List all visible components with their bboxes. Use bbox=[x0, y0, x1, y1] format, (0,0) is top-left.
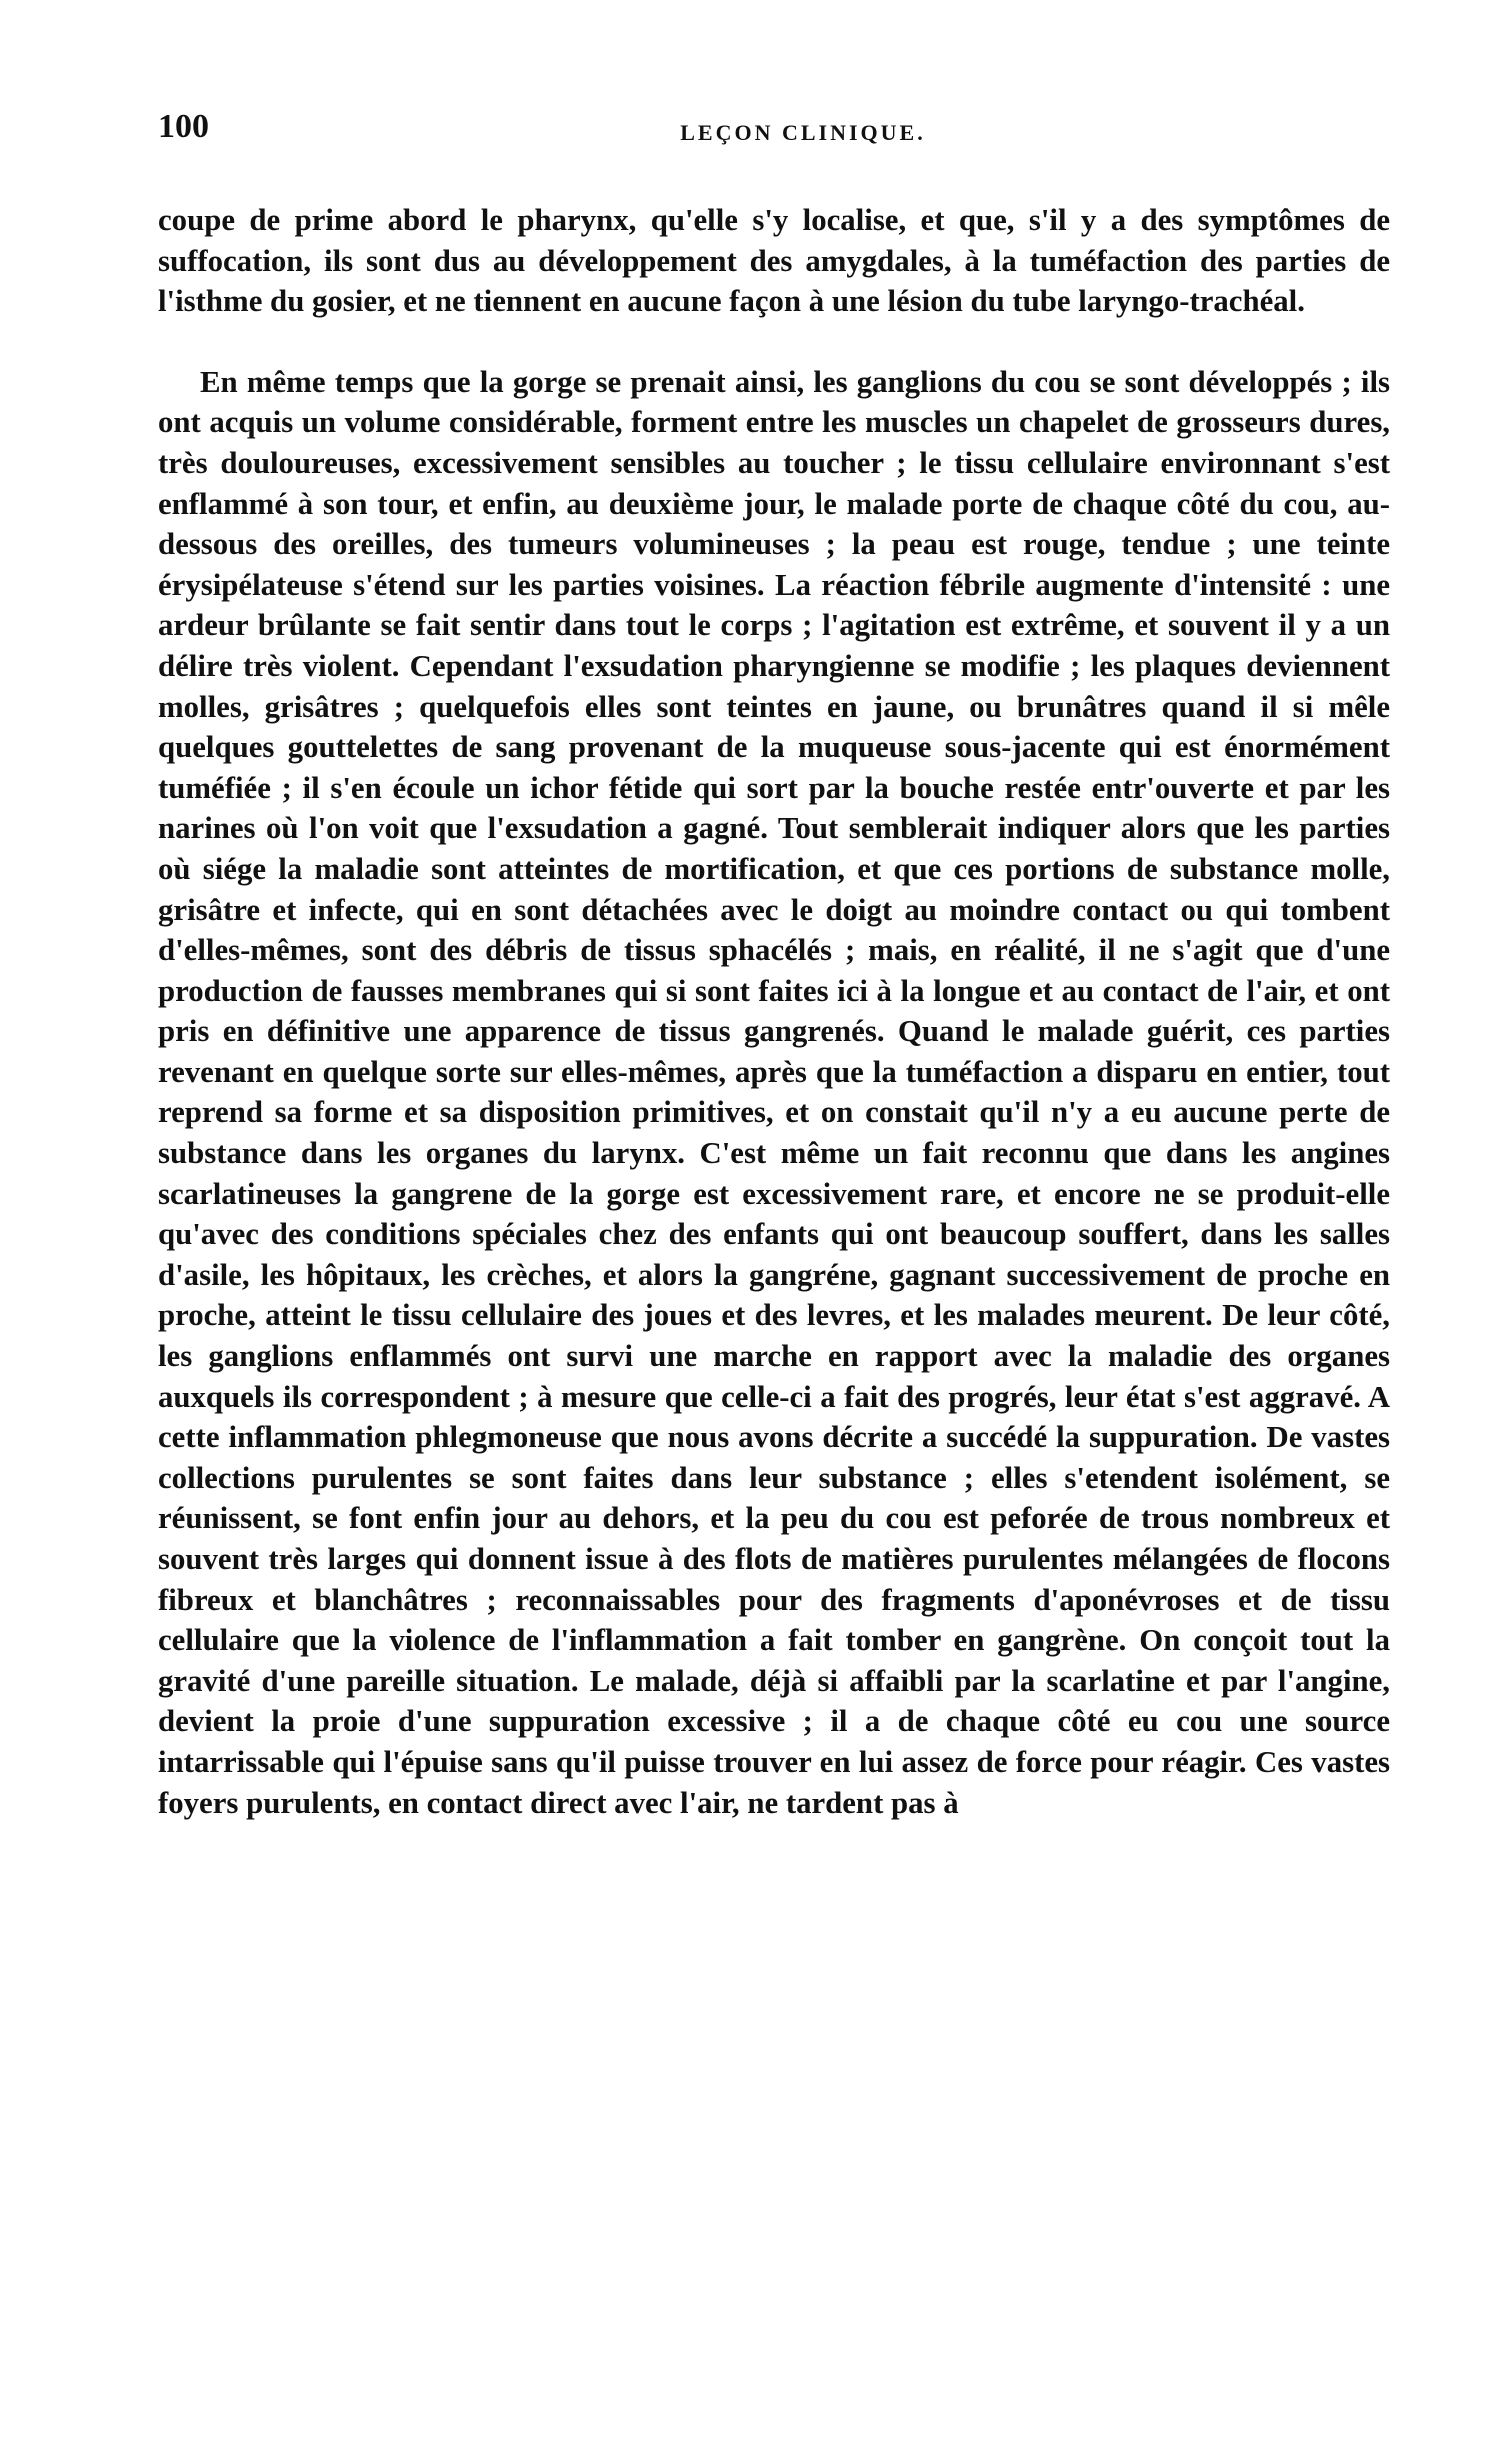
paragraph-continued: coupe de prime abord le pharynx, qu'elle s'y localise, et que, s'il y a des symptômes de suffocation, ils sont dus au développement des amygdales, à la tuméfaction des parties de l'isthme du gosier, et ne tiennent en aucune façon à une lésion du tube laryngo-trachéal. bbox=[158, 203, 1390, 319]
paragraph: En même temps que la gorge se prenait ainsi, les ganglions du cou se sont développés ; ils ont acquis un volume considérable, forment entre les muscles un chapelet de grosseurs dures, très douloureuses, excessivement sensibles au toucher ; le tissu cellulaire environnant s'est enflammé à son tour, et enfin, au deuxième jour, le malade porte de chaque côté du cou, au-dessous des oreilles, des tumeurs volumineuses ; la peau est rouge, tendue ; une teinte érysipélateuse s'étend sur les parties voisines. La réaction fébrile augmente d'intensité : une ardeur brûlante se fait sentir dans tout le corps ; l'agitation est extrême, et souvent il y a un délire très violent. Cependant l'exsudation pharyngienne se modifie ; les plaques deviennent molles, grisâtres ; quelquefois elles sont teintes en jaune, ou brunâtres quand il si mêle quelques gouttelettes de sang provenant de la muqueuse sous-jacente qui est énormément tuméfiée ; il s'en écoule un ichor fétide qui sort par la bouche restée entr'ouverte et par les narines où l'on voit que l'exsudation a gagné. Tout semblerait indiquer alors que les parties où siége la maladie sont atteintes de mortification, et que ces portions de substance molle, grisâtre et infecte, qui en sont détachées avec le doigt au moindre contact ou qui tombent d'elles-mêmes, sont des débris de tissus sphacélés ; mais, en réalité, il ne s'agit que d'une production de fausses membranes qui si sont faites ici à la longue et au contact de l'air, et ont pris en définitive une apparence de tissus gangrenés. Quand le malade guérit, ces parties revenant en quelque sorte sur elles-mêmes, après que la tuméfaction a disparu en entier, tout reprend sa forme et sa disposition primitives, et on constait qu'il n'y a eu aucune perte de substance dans les organes du larynx. C'est même un fait reconnu que dans les angines scarlatineuses la gangrene de la gorge est excessivement rare, et encore ne se produit-elle qu'avec des conditions spéciales chez des enfants qui ont beaucoup souffert, dans les salles d'asile, les hôpitaux, les crèches, et alors la gangréne, gagnant successivement de proche en proche, atteint le tissu cellulaire des joues et des levres, et les malades meurent. De leur côté, les ganglions enflammés ont survi une marche en rapport avec la maladie des organes auxquels ils correspondent ; à mesure que celle-ci a fait des progrés, leur état s'est aggravé. A cette inflammation phlegmoneuse que nous avons décrite a succédé la suppuration. De vastes collections purulentes se sont faites dans leur substance ; elles s'etendent isolément, se réunissent, se font enfin jour au dehors, et la peu du cou est peforée de trous nombreux et souvent très larges qui donnent issue à des flots de matières purulentes mélangées de flocons fibreux et blanchâtres ; reconnaissables pour des fragments d'aponévroses et de tissu cellulaire que la violence de l'inflammation a fait tomber en gangrène. On conçoit tout la gravité d'une pareille situation. Le malade, déjà si affaibli par la scarlatine et par l'angine, devient la proie d'une suppuration excessive ; il a de chaque côté eu cou une source intarrissable qui l'épuise sans qu'il puisse trouver en lui assez de force pour réagir. Ces vastes foyers purulents, en contact direct avec l'air, ne tardent pas à bbox=[158, 364, 1390, 1820]
running-title: LEÇON CLINIQUE. bbox=[680, 120, 926, 145]
page-header bbox=[158, 108, 1388, 156]
body-text bbox=[158, 200, 1390, 1823]
page-number: 100 bbox=[158, 108, 209, 145]
